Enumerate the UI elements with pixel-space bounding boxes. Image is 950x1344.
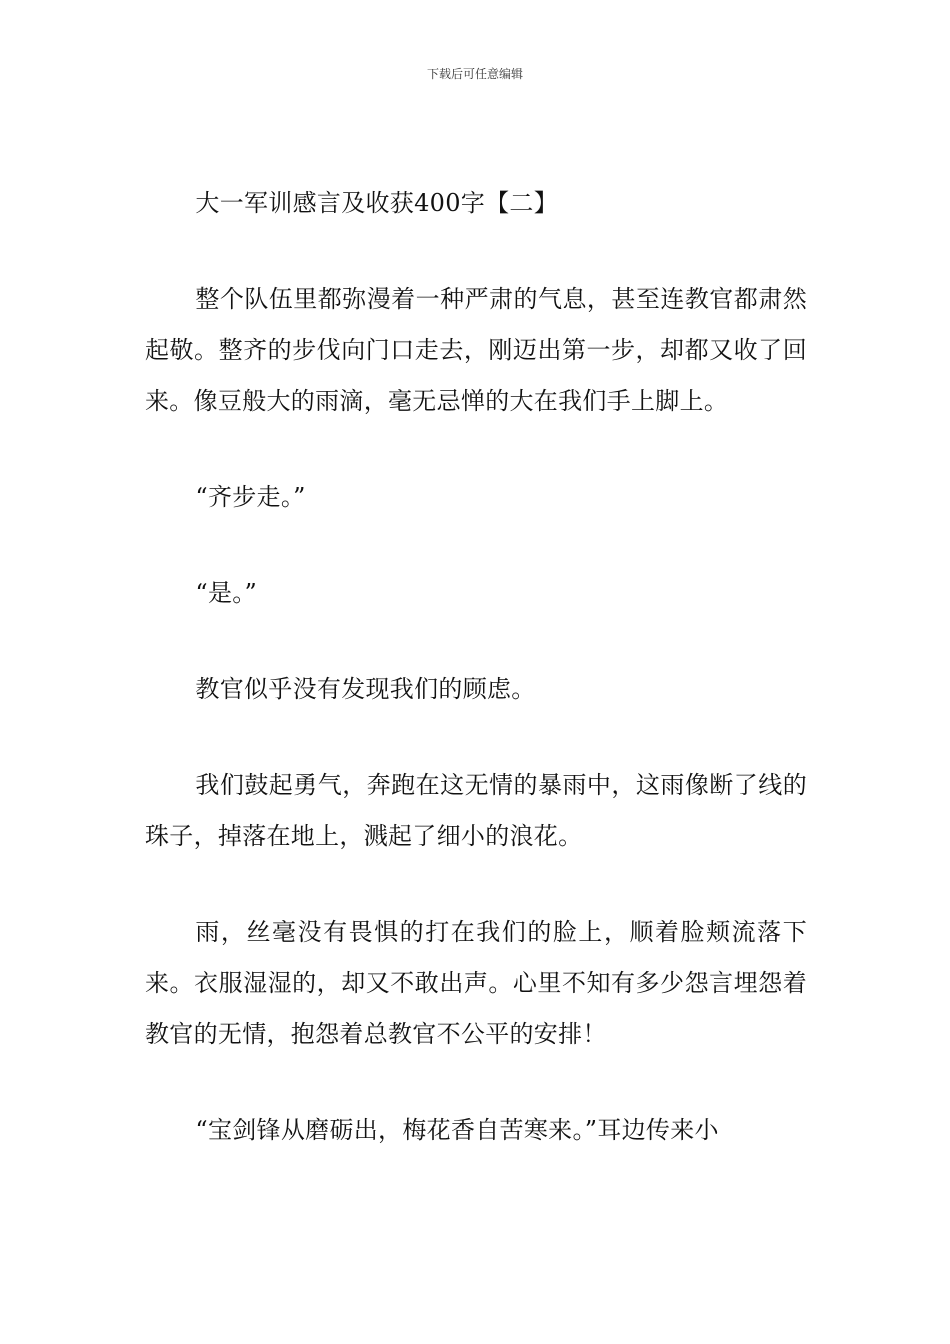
document-title: 大一军训感言及收获400字【二】: [195, 189, 558, 217]
paragraph-spacer: [145, 619, 807, 664]
paragraph-spacer: [145, 862, 807, 907]
paragraph-spacer: [145, 427, 807, 472]
paragraph-spacer: [145, 523, 807, 568]
paragraph-6: 雨，丝毫没有畏惧的打在我们的脸上，顺着脸颊流落下来。衣服湿湿的，却又不敢出声。心里不知有多少怨言埋怨着教官的无情，抱怨着总教官不公平的安排！: [145, 918, 807, 1048]
paragraph-spacer: [145, 229, 807, 274]
paragraph-1: 整个队伍里都弥漫着一种严肃的气息，甚至连教官都肃然起敬。整齐的步伐向门口走去，刚迈出第一步，却都又收了回来。像豆般大的雨滴，毫无忌惮的大在我们手上脚上。: [145, 285, 807, 415]
page-header-note: 下载后可任意编辑: [426, 67, 523, 81]
paragraph-5: 我们鼓起勇气，奔跑在这无情的暴雨中，这雨像断了线的珠子，掉落在地上，溅起了细小的浪花。: [145, 771, 807, 850]
paragraph-3: “是。”: [195, 579, 258, 607]
document-body: [145, 178, 807, 1156]
paragraph-spacer: [145, 1060, 807, 1105]
paragraph-2: “齐步走。”: [195, 483, 306, 511]
paragraph-spacer: [145, 715, 807, 760]
paragraph-7: “宝剑锋从磨砺出，梅花香自苦寒来。”耳边传来小: [195, 1116, 719, 1144]
paragraph-4: 教官似乎没有发现我们的顾虑。: [195, 675, 536, 703]
